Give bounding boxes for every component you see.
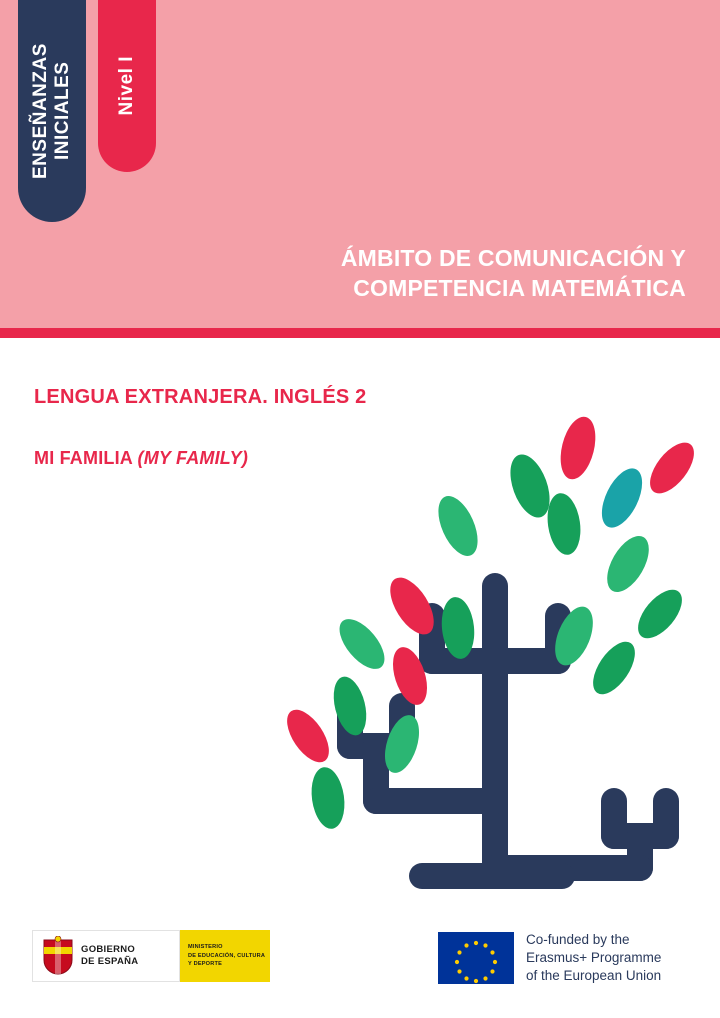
erasmus-plus-logo — [438, 930, 688, 986]
family-tree-illustration — [262, 406, 710, 896]
tab-nivel-i-label: Nivel I — [116, 56, 138, 116]
erasmus-line2: Erasmus+ Programme — [526, 950, 662, 966]
ministerio-logo-right — [180, 930, 270, 982]
page-title — [166, 243, 686, 304]
page-title-line2: COMPETENCIA MATEMÁTICA — [353, 275, 686, 302]
subject-subtitle-plain: MI FAMILIA — [34, 448, 138, 468]
erasmus-line1: Co-funded by the — [526, 932, 630, 948]
gobierno-logo-text — [81, 944, 138, 968]
subject-subtitle — [34, 448, 248, 469]
ministerio-text — [188, 943, 265, 968]
ministerio-line3: Y DEPORTE — [188, 961, 223, 968]
european-union-flag-icon — [438, 932, 514, 984]
erasmus-line3: of the European Union — [526, 967, 662, 983]
page-title-line1: ÁMBITO DE COMUNICACIÓN Y — [340, 245, 686, 271]
ministerio-line1: MINISTERIO — [188, 944, 223, 951]
header-band-rule — [0, 328, 720, 338]
gobierno-line1: GOBIERNO — [81, 944, 136, 956]
erasmus-plus-text — [526, 931, 661, 984]
subject-title: LENGUA EXTRANJERA. INGLÉS 2 — [34, 386, 367, 408]
tab-nivel-i — [98, 0, 156, 172]
spain-coat-of-arms-icon — [41, 936, 75, 976]
footer — [0, 920, 720, 1018]
tab-ensenanzas-iniciales-label: ENSEÑANZAS INICIALES — [30, 43, 73, 179]
gobierno-line2: DE ESPAÑA — [81, 956, 139, 967]
ministerio-line2: DE EDUCACIÓN, CULTURA — [188, 952, 266, 959]
gobierno-logo-left — [32, 930, 180, 982]
gobierno-de-espana-logo — [32, 930, 270, 982]
tab-ensenanzas-iniciales — [18, 0, 86, 222]
subject-subtitle-italic: (MY FAMILY) — [137, 448, 249, 468]
